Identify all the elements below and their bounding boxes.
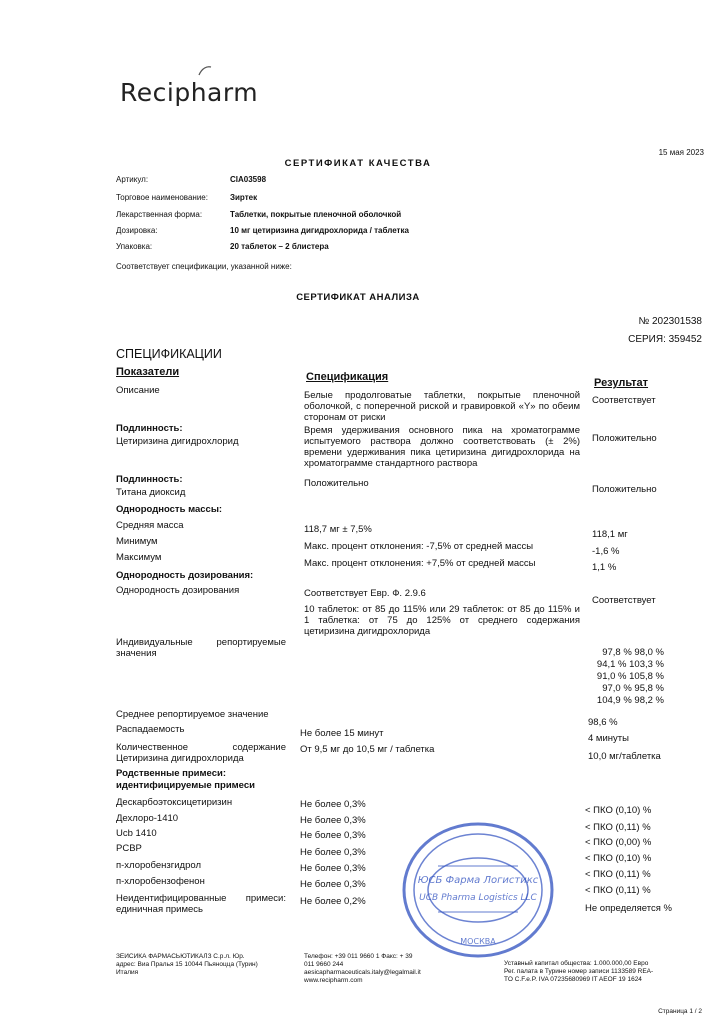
row-spec: Макс. процент отклонения: -7,5% от средней массы: [304, 541, 534, 552]
section-header: Подлинность:: [116, 423, 183, 434]
certificate-title: СЕРТИФИКАТ КАЧЕСТВА: [284, 158, 432, 169]
field-value: 20 таблеток – 2 блистера: [230, 242, 329, 251]
row-result: Соответствует: [592, 395, 656, 406]
row-spec: Не более 0,3%: [300, 830, 366, 841]
footer-contacts: Телефон: +39 011 9660 1 Факс: + 39 011 9660 244 aesicapharmaceuticals.italy@legalmail.it www.recipharm.com: [304, 953, 421, 984]
row-spec: Не более 15 минут: [300, 728, 384, 739]
row-result: 4 минуты: [588, 733, 629, 744]
certificate-date: 15 мая 2023: [658, 148, 704, 157]
row-spec: 10 таблеток: от 85 до 115% или 29 таблеток: от 85 до 115% и 1 таблетка: от 75 до 125% от среднего содержания цетиризина дигидрохлорида: [304, 604, 580, 637]
row-spec: Белые продолговатые таблетки, покрытые пленочной оболочкой, с поперечной риской и гравировкой «Y» по обеим сторонам от риски: [304, 390, 580, 423]
row-spec: Не более 0,3%: [300, 799, 366, 810]
page-number: Страница 1 / 2: [658, 1008, 702, 1015]
field-label: Лекарственная форма:: [116, 210, 203, 219]
section-header: Однородность дозирования:: [116, 570, 254, 581]
svg-text:UCB Pharma Logistics LLC: UCB Pharma Logistics LLC: [419, 893, 537, 903]
row-result: < ПКО (0,11) %: [585, 869, 651, 880]
row-label: PCBP: [116, 843, 142, 854]
col-spec: Спецификация: [306, 371, 389, 383]
row-label: Дехлоро-1410: [116, 813, 179, 824]
row-spec: 118,7 мг ± 7,5%: [304, 524, 372, 535]
value-pair: 104,9 % 98,2 %: [596, 695, 664, 706]
row-spec: Макс. процент отклонения: +7,5% от средней массы: [304, 558, 536, 569]
row-result: < ПКО (0,10) %: [585, 853, 652, 864]
row-label: Ucb 1410: [116, 828, 157, 839]
section-header: Однородность массы:: [116, 504, 223, 515]
row-spec: От 9,5 мг до 10,5 мг / таблетка: [300, 744, 435, 755]
row-spec: Соответствует Евр. Ф. 2.9.6: [304, 588, 426, 599]
field-value: CIA03598: [230, 175, 267, 184]
section-header: Подлинность:: [116, 474, 183, 485]
col-indicators: Показатели: [116, 366, 180, 378]
row-spec: Не более 0,3%: [300, 847, 366, 858]
svg-text:МОСКВА: МОСКВА: [460, 937, 496, 946]
field-value: Таблетки, покрытые пленочной оболочкой: [230, 210, 402, 219]
company-logo: Recipharm: [120, 78, 259, 107]
row-spec: Не более 0,3%: [300, 815, 366, 826]
row-label: п-хлоробензгидрол: [116, 860, 201, 871]
row-label: п-хлоробензофенон: [116, 876, 205, 887]
individual-values: [554, 647, 664, 707]
logo-mark-icon: [198, 66, 212, 76]
row-label: Количественное содержание Цетиризина дигидрохлорида: [116, 742, 286, 764]
row-label: Максимум: [116, 552, 162, 563]
row-spec: Не более 0,3%: [300, 879, 366, 890]
analysis-title: СЕРТИФИКАТ АНАЛИЗА: [296, 292, 420, 303]
row-result: -1,6 %: [592, 546, 620, 557]
row-label: Средняя масса: [116, 520, 184, 531]
section-header: Родственные примеси: идентифицируемые примеси: [116, 768, 255, 791]
conformity-statement: Соответствует спецификации, указанной ниже:: [116, 262, 292, 271]
specs-heading: СПЕЦИФИКАЦИИ: [116, 347, 222, 361]
value-pair: 91,0 % 105,8 %: [596, 671, 664, 682]
row-result: < ПКО (0,11) %: [585, 885, 651, 896]
row-label: Титана диоксид: [116, 487, 186, 498]
row-result: Положительно: [592, 484, 657, 495]
value-pair: 94,1 % 103,3 %: [596, 659, 664, 670]
row-result: 118,1 мг: [592, 529, 628, 540]
row-result: Соответствует: [592, 595, 656, 606]
analysis-number: № 202301538: [638, 316, 702, 327]
row-result: Положительно: [592, 433, 657, 444]
row-result: 1,1 %: [592, 562, 617, 573]
field-label: Дозировка:: [116, 226, 158, 235]
svg-text:ЮСБ Фарма Логистикс: ЮСБ Фарма Логистикс: [417, 875, 539, 886]
field-label: Упаковка:: [116, 242, 153, 251]
footer-company: ЗЕИСИКА ФАРМАСЬЮТИКАЛЗ С.р.л. Юр. адрес: Виа Пралья 15 10044 Пьяноцца (Турин) Италия: [116, 953, 258, 976]
row-label: Минимум: [116, 536, 158, 547]
row-label: Индивидуальные репортируемые значения: [116, 637, 286, 659]
field-label: Торговое наименование:: [116, 193, 208, 202]
row-result: < ПКО (0,10) %: [585, 805, 652, 816]
field-value: 10 мг цетиризина дигидрохлорида / таблетка: [230, 226, 409, 235]
company-stamp-icon: [398, 820, 558, 960]
row-result: < ПКО (0,11) %: [585, 822, 651, 833]
field-value: Зиртек: [230, 193, 258, 202]
row-label: Однородность дозирования: [116, 585, 240, 596]
row-label: Цетиризина дигидрохлорид: [116, 436, 239, 447]
row-spec: Время удерживания основного пика на хроматограмме испытуемого раствора должно соответствовать (± 2%) времени удерживания пика цетиризина дигидрохлорида на хроматограмме стандартного раствора: [304, 425, 580, 469]
row-label: Распадаемость: [116, 724, 185, 735]
row-result: Не определяется %: [585, 903, 672, 914]
row-label: Описание: [116, 385, 160, 396]
footer-legal: Уставный капитал общества: 1.000.000,00 Евро Рег. палата в Турине номер записи 1133589 REA-TO C.F.e.P. IVA 07235680969 IT AEOF 19 1624: [504, 960, 654, 983]
row-result: < ПКО (0,00) %: [585, 837, 652, 848]
row-label: Среднее репортируемое значение: [116, 709, 269, 720]
row-result: 10,0 мг/таблетка: [588, 751, 661, 762]
row-result: 98,6 %: [588, 717, 618, 728]
value-pair: 97,8 % 98,0 %: [602, 647, 664, 658]
series-number: СЕРИЯ: 359452: [628, 334, 702, 345]
row-label: Неидентифицированные примеси: единичная примесь: [116, 893, 286, 915]
row-spec: Не более 0,3%: [300, 863, 366, 874]
row-spec: Не более 0,2%: [300, 896, 366, 907]
col-result: Результат: [594, 377, 649, 389]
row-spec: Положительно: [304, 478, 369, 489]
row-label: Дескарбоэтоксицетиризин: [116, 797, 233, 808]
field-label: Артикул:: [116, 175, 149, 184]
value-pair: 97,0 % 95,8 %: [602, 683, 664, 694]
